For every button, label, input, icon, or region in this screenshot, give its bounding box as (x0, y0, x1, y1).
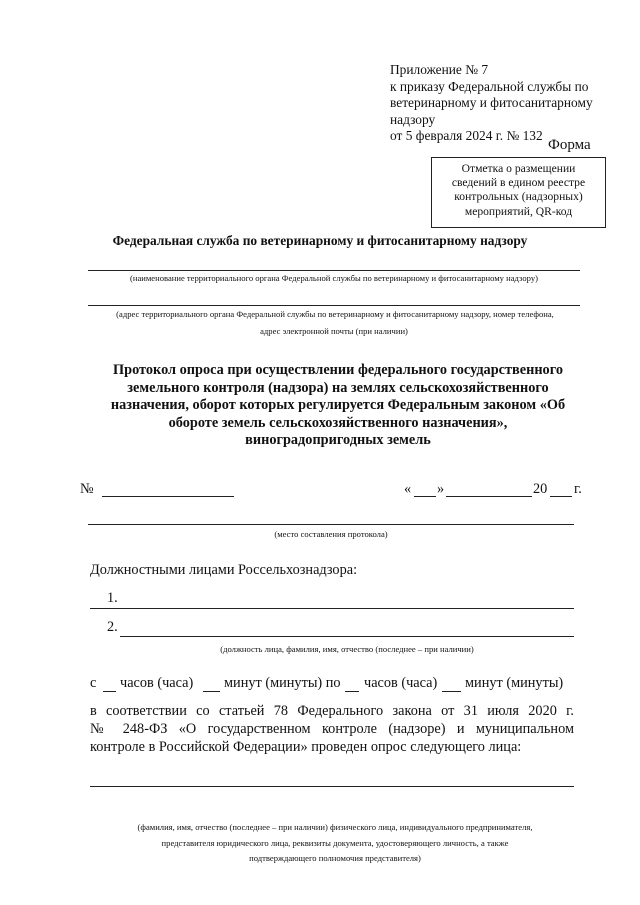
appendix-order-date: от 5 февраля 2024 г. № 132 (390, 128, 543, 143)
territorial-body-caption: (наименование территориального органа Федеральной службы по ветеринарному и фитосанитарному надзору) (129, 273, 539, 283)
address-caption-2: адрес электронной почты (при наличии) (260, 326, 408, 336)
title-line: земельного контроля (надзора) на землях сельскохозяйственного (127, 379, 549, 396)
address-line (88, 305, 580, 306)
agency-name: Федеральная служба по ветеринарному и фитосанитарному надзору (112, 233, 528, 248)
protocol-number-label: № (80, 481, 94, 497)
place-field[interactable] (88, 524, 574, 525)
time-from-label: с (90, 675, 97, 691)
time-hours-label-1: часов (часа) (120, 675, 194, 691)
time-minutes-label-1: минут (минуты) по (224, 675, 341, 691)
date-month-field[interactable] (446, 496, 532, 497)
time-minutes-label-2: минут (минуты) (465, 675, 564, 691)
official-item-1-number: 1. (107, 590, 118, 606)
title-line: обороте земель сельскохозяйственного назначения», (168, 414, 508, 431)
registry-box-line: контрольных (надзорных) (454, 190, 583, 204)
appendix-header (390, 62, 620, 145)
person-caption-line: (фамилия, имя, отчество (последнее – при наличии) физического лица, индивидуального предпринимателя, (137, 822, 533, 832)
date-open-quote: « (404, 481, 412, 497)
place-caption: (место составления протокола) (274, 529, 388, 539)
person-field[interactable] (90, 786, 574, 787)
date-year-field[interactable] (550, 496, 572, 497)
official-2-field[interactable] (120, 636, 574, 637)
time-from-hours-field[interactable] (103, 691, 116, 692)
time-hours-label-2: часов (часа) (364, 675, 438, 691)
official-caption: (должность лица, фамилия, имя, отчество (последнее – при наличии) (220, 644, 474, 654)
date-year-suffix: г. (574, 481, 582, 497)
appendix-number: Приложение № 7 (390, 62, 489, 77)
registry-box-line: мероприятий, QR-код (464, 204, 573, 218)
title-line: назначения, оборот которых регулируется Федеральным законом «Об (110, 397, 566, 414)
protocol-number-field[interactable] (102, 496, 234, 497)
legal-basis-paragraph (90, 703, 574, 756)
officials-heading: Должностными лицами Россельхознадзора: (90, 562, 358, 578)
official-1-field[interactable] (90, 608, 574, 609)
paragraph-line: контроле в Российской Федерации» проведен опрос следующего лица: (90, 738, 522, 755)
time-to-minutes-field[interactable] (442, 691, 461, 692)
date-year-prefix: 20 (533, 481, 548, 497)
appendix-order-line: к приказу Федеральной службы по (390, 78, 589, 94)
time-to-hours-field[interactable] (345, 691, 359, 692)
registry-qr-box (431, 157, 606, 228)
paragraph-line: № 248-ФЗ «О государственном контроле (надзоре) и муниципальном (90, 720, 574, 737)
territorial-body-line (88, 270, 580, 271)
date-day-field[interactable] (414, 496, 436, 497)
time-from-minutes-field[interactable] (203, 691, 220, 692)
person-caption (90, 820, 580, 867)
person-caption-line: подтверждающего полномочия представителя) (249, 853, 421, 863)
address-caption-1: (адрес территориального органа Федеральной службы по ветеринарному и фитосанитарному надзору, номер телефона, (116, 309, 554, 319)
form-label: Форма (548, 137, 591, 153)
registry-box-line: сведений в едином реестре (451, 176, 586, 190)
title-line: виноградопригодных земель (245, 432, 431, 449)
paragraph-line: в соответствии со статьей 78 Федерального закона от 31 июля 2020 г. (90, 703, 574, 719)
title-line: Протокол опроса при осуществлении федерального государственного (113, 362, 563, 378)
appendix-order-line: надзору (390, 111, 436, 127)
registry-box-line: Отметка о размещении (461, 162, 576, 175)
date-close-quote: » (437, 481, 445, 497)
person-caption-line: представителя юридического лица, реквизиты документа, удостоверяющего личность, а также (161, 837, 509, 848)
protocol-title (88, 362, 588, 450)
appendix-order-line: ветеринарному и фитосанитарному (390, 95, 593, 110)
official-item-2-number: 2. (107, 619, 118, 635)
